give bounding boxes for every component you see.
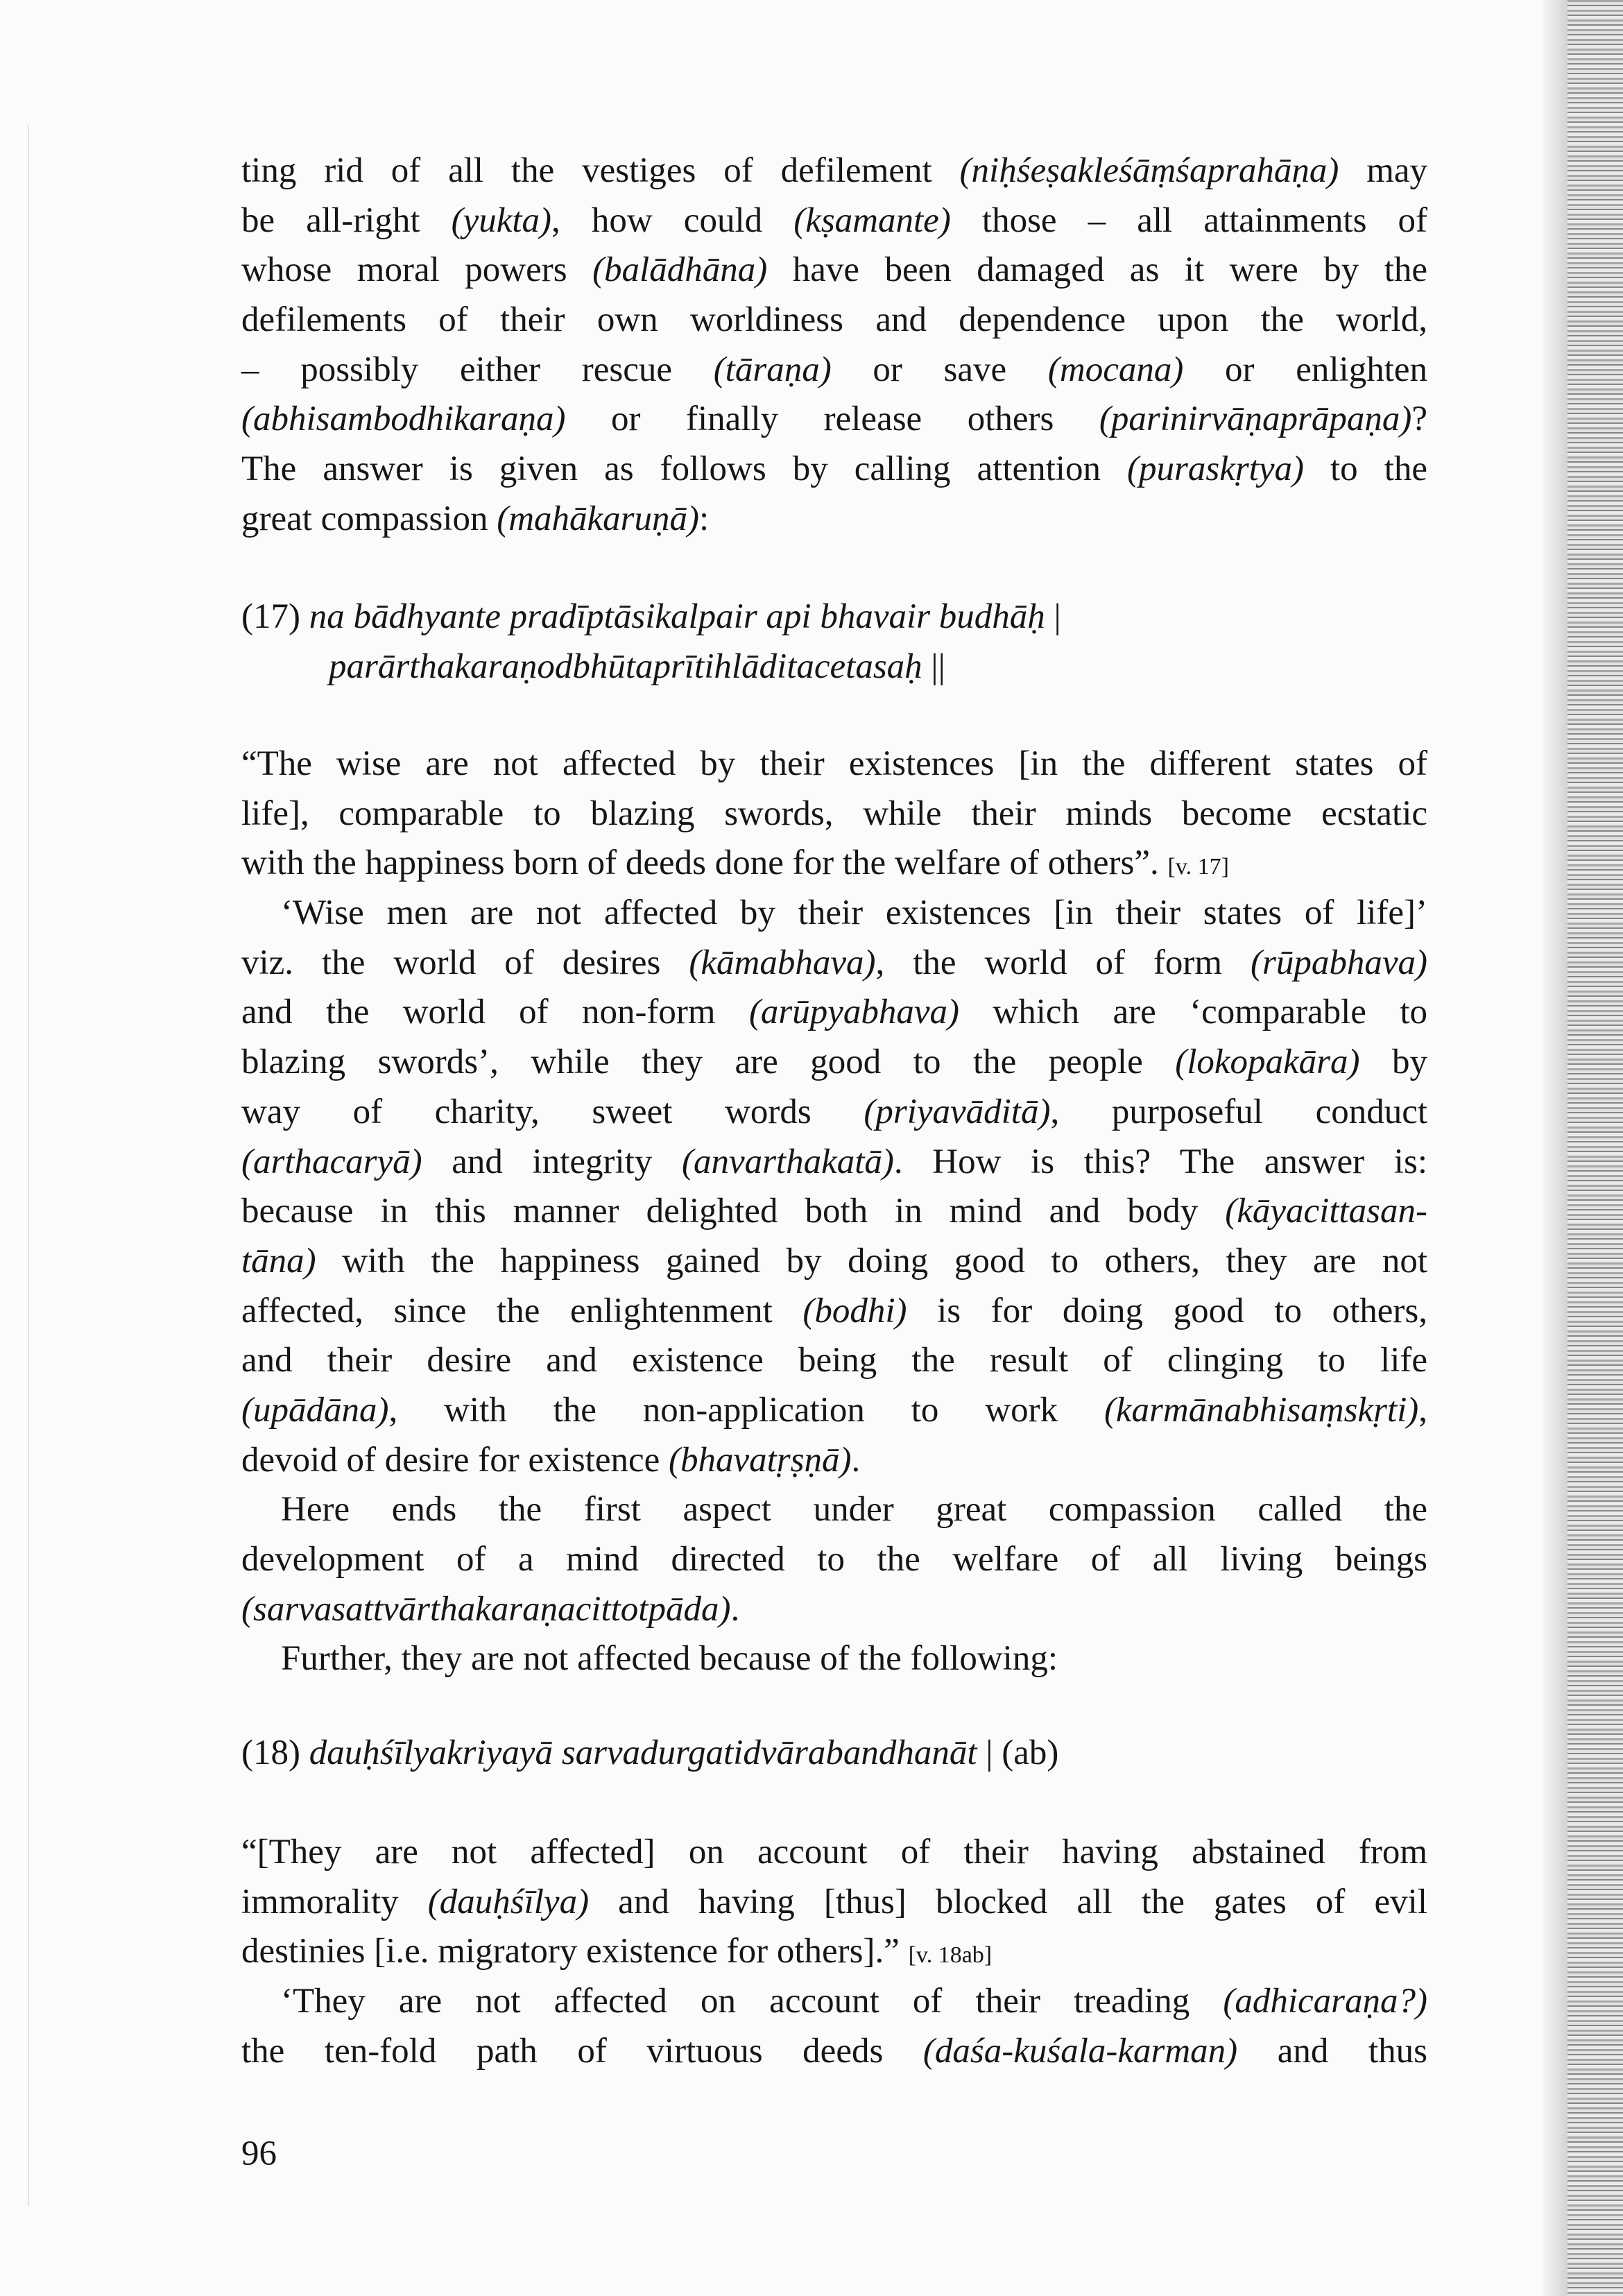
text-line	[241, 889, 1427, 939]
text-run: have been damaged as it were by the	[767, 250, 1427, 290]
text-line	[241, 1386, 1427, 1436]
text-run: affected, since the enlightenment	[241, 1291, 803, 1330]
text-line	[241, 1436, 1427, 1486]
text-run: because in this manner delighted both in mind and body	[241, 1192, 1226, 1231]
text-run: development of a mind directed to the welfare of all living beings	[241, 1540, 1427, 1579]
text-line	[241, 445, 1427, 495]
text-line	[241, 1828, 1427, 1878]
text-line	[241, 1287, 1427, 1337]
sanskrit-term: (bodhi)	[802, 1291, 907, 1330]
sanskrit-term: na bādhyante pradīptāsikalpair api bhavair budhāḥ	[309, 597, 1045, 636]
text-line	[241, 345, 1427, 395]
text-line	[241, 642, 1427, 692]
sanskrit-term: (karmānabhisaṃskṛti)	[1104, 1390, 1419, 1430]
text-run: immorality	[241, 1882, 428, 1921]
text-line	[241, 592, 1427, 642]
text-run: or save	[831, 350, 1048, 389]
text-run: blazing swords’, while they are good to the people	[241, 1043, 1176, 1082]
text-run: | (ab)	[977, 1733, 1059, 1772]
sanskrit-term: (yukta)	[451, 200, 552, 240]
sanskrit-term: (mahākaruṇā)	[497, 499, 700, 538]
text-line	[241, 295, 1427, 345]
text-run: ?	[1411, 400, 1427, 439]
text-line	[241, 939, 1427, 988]
sanskrit-term: (rūpabhava)	[1251, 943, 1427, 982]
text-run: ‘Wise men are not affected by their existences [in their states of life]’	[281, 893, 1427, 933]
text-line	[241, 789, 1427, 839]
text-run: Here ends the first aspect under great compassion called the	[281, 1490, 1427, 1530]
text-run: ‘They are not affected on account of their treading	[281, 1982, 1223, 2021]
text-line	[241, 1927, 1427, 1977]
sanskrit-term: (bhavatṛṣṇā)	[669, 1440, 852, 1480]
verse-18	[241, 1729, 1427, 1779]
verse-reference: [v. 17]	[1167, 854, 1229, 880]
sanskrit-term: (arūpyabhava)	[748, 993, 960, 1032]
text-line	[241, 988, 1427, 1038]
text-line	[241, 2027, 1427, 2077]
sanskrit-term: (balādhāna)	[592, 250, 768, 290]
sanskrit-term: (anvarthakatā)	[681, 1142, 894, 1181]
text-run: destinies [i.e. migratory existence for others].”	[241, 1932, 909, 1971]
text-run: ,	[1418, 1390, 1427, 1430]
sanskrit-term: (mocana)	[1047, 350, 1184, 389]
sanskrit-term: (abhisambodhikaraṇa)	[241, 400, 566, 439]
sanskrit-term: (lokopakāra)	[1175, 1043, 1360, 1082]
text-run: , the world of form	[875, 943, 1251, 982]
sanskrit-term: (dauḥśīlya)	[427, 1882, 590, 1921]
paragraph-3	[241, 1828, 1427, 2076]
sanskrit-term: (puraskṛtya)	[1127, 449, 1304, 489]
text-run: ||	[922, 646, 945, 686]
verse-17	[241, 592, 1427, 692]
sanskrit-term: (adhicaraṇa?)	[1223, 1982, 1427, 2021]
text-line	[241, 839, 1427, 889]
sanskrit-term: (kāyacittasan-	[1225, 1192, 1427, 1231]
text-line	[241, 1485, 1427, 1535]
text-run: by	[1359, 1043, 1428, 1082]
text-run: “[They are not affected] on account of their having abstained from	[241, 1833, 1427, 1871]
sanskrit-term: (upādāna)	[241, 1390, 389, 1430]
text-line	[241, 1237, 1427, 1287]
text-run: may	[1339, 151, 1427, 190]
text-line	[241, 1878, 1427, 1928]
text-run: be all-right	[241, 200, 452, 240]
text-run: “The wise are not affected by their existences [in the different states of	[241, 744, 1427, 783]
text-run: , purposeful conduct	[1050, 1092, 1428, 1131]
sanskrit-term: dauḥśīlyakriyayā sarvadurgatidvārabandhanāt	[309, 1733, 977, 1772]
text-line	[241, 1088, 1427, 1138]
text-line	[241, 1187, 1427, 1237]
text-run: with the happiness born of deeds done for the welfare of others”.	[241, 843, 1168, 883]
text-run: to the	[1303, 449, 1427, 489]
text-run: devoid of desire for existence	[241, 1440, 669, 1480]
paragraph-1	[241, 146, 1427, 545]
verse-reference: [v. 18ab]	[908, 1942, 993, 1969]
paragraph-2	[241, 739, 1427, 1684]
sanskrit-term: (parinirvāṇaprāpaṇa)	[1099, 400, 1412, 439]
text-run: which are ‘comparable to	[959, 993, 1427, 1032]
sanskrit-term: (priyavāditā)	[864, 1092, 1051, 1131]
text-run: with the happiness gained by doing good to others, they are not	[316, 1241, 1427, 1280]
text-run: .	[851, 1440, 861, 1480]
sanskrit-term: tāna)	[241, 1241, 316, 1280]
sanskrit-term: (tāraṇa)	[713, 350, 832, 389]
text-run: is for doing good to others,	[907, 1291, 1427, 1330]
sanskrit-term: (arthacaryā)	[241, 1142, 422, 1181]
scan-margin-line	[28, 125, 29, 2206]
text-line	[241, 1729, 1427, 1779]
text-run: and thus	[1237, 2031, 1428, 2071]
sanskrit-term: (kṣamante)	[793, 200, 951, 240]
text-line	[241, 196, 1427, 246]
text-line	[241, 1336, 1427, 1386]
text-run: whose moral powers	[241, 250, 593, 290]
text-run: and their desire and existence being the result of clinging to life	[241, 1341, 1427, 1380]
text-line	[241, 395, 1427, 445]
text-run: defilements of their own worldiness and dependence upon the world,	[241, 300, 1427, 340]
sanskrit-term: parārthakaraṇodbhūtaprītihlāditacetasaḥ	[329, 646, 922, 686]
text-run: – possibly either rescue	[241, 350, 714, 389]
sanskrit-term: (daśa-kuśala-karman)	[922, 2031, 1238, 2071]
text-run: |	[1045, 597, 1061, 636]
text-line	[241, 146, 1427, 196]
text-line	[241, 1977, 1427, 2027]
text-line	[241, 1038, 1427, 1088]
text-line	[241, 1634, 1427, 1684]
text-run: great compassion	[241, 499, 497, 538]
sanskrit-term: (kāmabhava)	[689, 943, 876, 982]
text-run: and the world of non-form	[241, 993, 749, 1032]
text-run: (18)	[241, 1733, 309, 1772]
text-run: The answer is given as follows by calling attention	[241, 449, 1128, 489]
text-line	[241, 739, 1427, 789]
text-run: life], comparable to blazing swords, while their minds become ecstatic	[241, 794, 1427, 833]
text-run: :	[699, 499, 710, 538]
text-line	[241, 1535, 1427, 1585]
sanskrit-term: (sarvasattvārthakaraṇacittotpāda)	[241, 1589, 731, 1629]
text-run: and integrity	[422, 1142, 682, 1181]
text-run: or enlighten	[1183, 350, 1427, 389]
text-run: way of charity, sweet words	[241, 1092, 864, 1131]
page-number: 96	[241, 2134, 277, 2173]
text-run: the ten-fold path of virtuous deeds	[241, 2031, 923, 2071]
text-run: Further, they are not affected because of the following:	[281, 1639, 1058, 1679]
text-run: .	[730, 1589, 740, 1629]
text-run: ting rid of all the vestiges of defilement	[241, 151, 960, 190]
text-run: those – all attainments of	[950, 200, 1428, 240]
text-run: and having [thus] blocked all the gates of evil	[589, 1882, 1427, 1921]
text-line	[241, 246, 1427, 295]
scan-edge-noise	[1568, 0, 1623, 2296]
sanskrit-term: (niḥśeṣakleśāṃśaprahāṇa)	[959, 151, 1339, 190]
text-run: viz. the world of desires	[241, 943, 689, 982]
text-run: , how could	[551, 200, 794, 240]
text-line	[241, 1138, 1427, 1188]
text-line	[241, 495, 1427, 545]
text-run: or finally release others	[565, 400, 1099, 439]
scan-edge-shadow	[1540, 0, 1568, 2296]
text-run: (17)	[241, 597, 309, 636]
text-line	[241, 1585, 1427, 1635]
text-run: , with the non-application to work	[388, 1390, 1104, 1430]
text-run: . How is this? The answer is:	[893, 1142, 1427, 1181]
